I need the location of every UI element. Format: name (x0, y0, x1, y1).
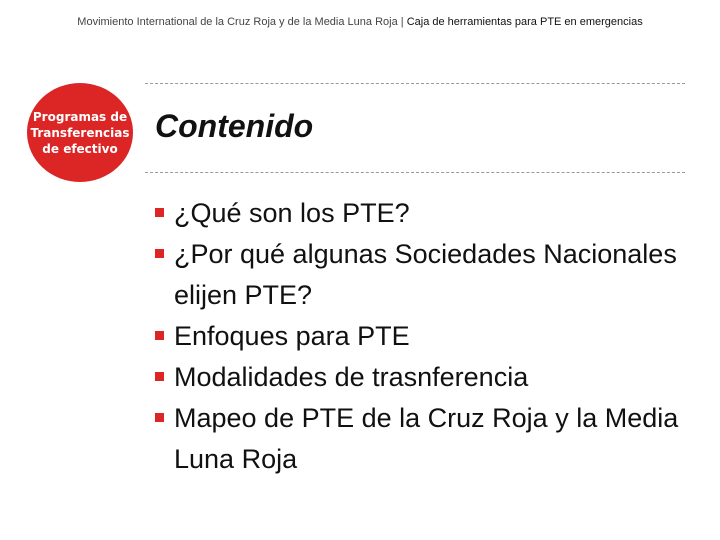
bullet-item (150, 398, 710, 480)
bullet-item (150, 193, 710, 234)
section-badge (27, 83, 133, 182)
header-organization: Movimiento International de la Cruz Roja y de la Media Luna Roja (77, 16, 398, 28)
square-bullet-icon (155, 331, 164, 340)
slide-header (0, 16, 720, 28)
header-separator: | (400, 16, 404, 28)
bullet-item (150, 357, 710, 398)
square-bullet-icon (155, 249, 164, 258)
section-badge-label: Programas de Transferencias de efectivo (30, 109, 130, 156)
square-bullet-icon (155, 372, 164, 381)
square-bullet-icon (155, 208, 164, 217)
content-bullet-list (150, 193, 710, 480)
square-bullet-icon (155, 413, 164, 422)
title-bottom-divider (145, 172, 685, 173)
bullet-item (150, 234, 710, 316)
bullet-text: Mapeo de PTE de la Cruz Roja y la Media Luna Roja (174, 403, 679, 474)
header-toolkit: Caja de herramientas para PTE en emergencias (406, 16, 643, 28)
bullet-text: ¿Por qué algunas Sociedades Nacionales elijen PTE? (174, 239, 677, 310)
bullet-item (150, 316, 710, 357)
bullet-text: Modalidades de trasnferencia (174, 362, 529, 392)
title-top-divider (145, 83, 685, 84)
slide-title: Contenido (155, 108, 314, 144)
bullet-text: Enfoques para PTE (174, 321, 410, 351)
bullet-text: ¿Qué son los PTE? (174, 198, 410, 228)
